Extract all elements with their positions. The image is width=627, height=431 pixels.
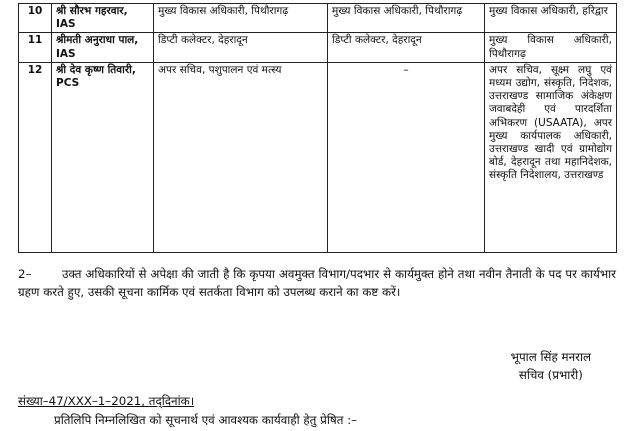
row-number: 10 — [19, 4, 52, 33]
current-post: डिप्टी कलेक्टर, देहरादून — [154, 33, 328, 62]
new-post: अपर सचिव, सूक्ष्म लघु एवं मध्यम उद्योग, संस्कृति, निदेशक, उत्तराखण्ड सामाजिक अंकेक्षण जवाबदेही एवं पारदर्शिता अभिकरण (USAATA), अपर मुख्य कार्यपालक अधिकारी, उत्तराखण्ड खादी एवं ग्रामोद्योग बोर्ड, देहरादून तथा महानिदेशक, संस्कृति निदेशालय, उत्तराखण्ड — [485, 62, 617, 252]
previous-post: – — [328, 62, 485, 252]
paragraph-text: उक्त अधिकारियों से अपेक्षा की जाती है कि कृपया अवमुक्त विभाग/पदभार से कार्यमुक्त होने तथा नवीन तैनाती के पद पर कार्यभार ग्रहण करते हुए, उसकी सूचना कार्मिक एवं सतर्कता विभाग को उपलब्ध कराने का कष्ट करें। — [18, 267, 616, 299]
previous-post: डिप्टी कलेक्टर, देहरादून — [328, 33, 485, 62]
officer-name: श्रीमती अनुराधा पाल, IAS — [52, 33, 154, 62]
table-row — [19, 4, 617, 33]
signature-block — [511, 348, 591, 384]
row-number: 11 — [19, 33, 52, 62]
reference-number: संख्या–47/XXX–1–2021, तद्‌दिनांक। — [18, 394, 195, 408]
officer-name: श्री देव कृष्ण तिवारी, PCS — [52, 62, 154, 252]
new-post: मुख्य विकास अधिकारी, हरिद्वार — [485, 4, 617, 33]
row-number: 12 — [19, 62, 52, 252]
new-post: मुख्य विकास अधिकारी, पिथौरागढ़ — [485, 33, 617, 62]
instruction-paragraph — [18, 265, 616, 301]
transfer-table — [18, 3, 617, 253]
table-row — [19, 62, 617, 252]
officer-name: श्री सौरभ गहरवार, IAS — [52, 4, 154, 33]
current-post: मुख्य विकास अधिकारी, पिथौरागढ़ — [154, 4, 328, 33]
current-post: अपर सचिव, पशुपालन एवं मत्स्य — [154, 62, 328, 252]
signatory-name: भूपाल सिंह मनराल — [510, 350, 591, 364]
paragraph-number: 2– — [18, 267, 32, 281]
copy-forward-line: प्रतिलिपि निम्नलिखित को सूचनार्थ एवं आवश्यक कार्यवाही हेतु प्रेषित :– — [54, 413, 358, 427]
previous-post: मुख्य विकास अधिकारी, पिथौरागढ़ — [328, 4, 485, 33]
signatory-designation: सचिव (प्रभारी) — [518, 368, 583, 382]
table-row — [19, 33, 617, 62]
